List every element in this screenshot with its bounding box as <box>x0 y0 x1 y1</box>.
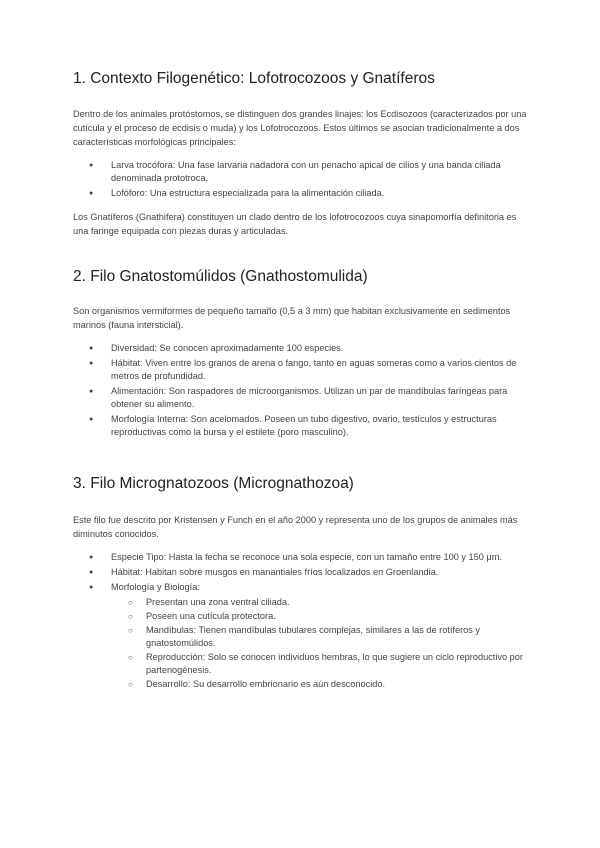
list-item: ● Especie Tipo: Hasta la fecha se reconoce una sola especie, con un tamaño entre 100 y 150 μm. <box>73 551 533 564</box>
list-item: ● Hábitat: Habitan sobre musgos en manantiales fríos localizados en Groenlandia. <box>73 566 533 579</box>
list-item: ● Morfología y Biología: <box>73 581 533 594</box>
section-2-list <box>73 342 533 439</box>
section-3-sublist <box>73 596 533 691</box>
section-1-outro: Los Gnatíferos (Gnathifera) constituyen un clado dentro de los lofotrocozoos cuya sinapomorfía definitoria es una faringe equipada con piezas duras y articuladas. <box>73 212 517 236</box>
section-2-intro: Son organismos vermiformes de pequeño tamaño (0,5 a 3 mm) que habitan exclusivamente en sedimentos marinos (fauna intersticial). <box>73 306 511 330</box>
section-1-intro: Dentro de los animales protóstomos, se distinguen dos grandes linajes: los Ecdisozoos (caracterizados por una cutícula y el proceso de ecdisis o muda) y los Lofotrocozoos. Estos últimos se asocian tradicionalmente a dos características morfológicas principales: <box>73 109 527 147</box>
list-item: ● Hábitat: Viven entre los granos de arena o fango, tanto en aguas someras como a varios cientos de metros de profundidad. <box>73 357 533 383</box>
section-1-heading: 1. Contexto Filogenético: Lofotrocozoos y Gnatíferos <box>73 70 435 87</box>
section-3-heading: 3. Filo Micrognatozoos (Micrognathozoa) <box>73 475 354 492</box>
sub-list-item: ○ Poseen una cutícula protectora. <box>73 610 533 623</box>
sub-list-item: ○ Mandíbulas: Tienen mandíbulas tubulares complejas, similares a las de rotíferos y gnatostomúlidos. <box>73 624 533 650</box>
list-item: ● Larva trocófora: Una fase larvaria nadadora con un penacho apical de cilios y una banda ciliada denominada prototroca. <box>73 159 533 185</box>
section-3 <box>73 475 533 692</box>
list-item: ● Diversidad: Se conocen aproximadamente 100 especies. <box>73 342 533 355</box>
section-2 <box>73 268 533 441</box>
sub-list-item: ○ Reproducción: Solo se conocen individuos hembras, lo que sugiere un ciclo reproductivo por partenogénesis. <box>73 651 533 677</box>
section-1 <box>73 70 533 238</box>
list-item: ● Morfología Interna: Son acelomados. Poseen un tubo digestivo, ovario, testículos y estructuras reproductivas como la bursa y el estilete (poro masculino). <box>73 413 533 439</box>
list-item: ● Alimentación: Son raspadores de microorganismos. Utilizan un par de mandíbulas faríngeas para obtener su alimento. <box>73 385 533 411</box>
section-2-heading: 2. Filo Gnatostomúlidos (Gnathostomulida) <box>73 268 368 285</box>
list-item: ● Lofóforo: Una estructura especializada para la alimentación ciliada. <box>73 187 533 200</box>
section-3-list <box>73 551 533 594</box>
sub-list-item: ○ Desarrollo: Su desarrollo embrionario es aún desconocido. <box>73 678 533 691</box>
section-3-intro: Este filo fue descrito por Kristensen y Funch en el año 2000 y representa uno de los grupos de animales más diminutos conocidos. <box>73 515 518 539</box>
sub-list-item: ○ Presentan una zona ventral ciliada. <box>73 596 533 609</box>
section-1-list <box>73 159 533 200</box>
